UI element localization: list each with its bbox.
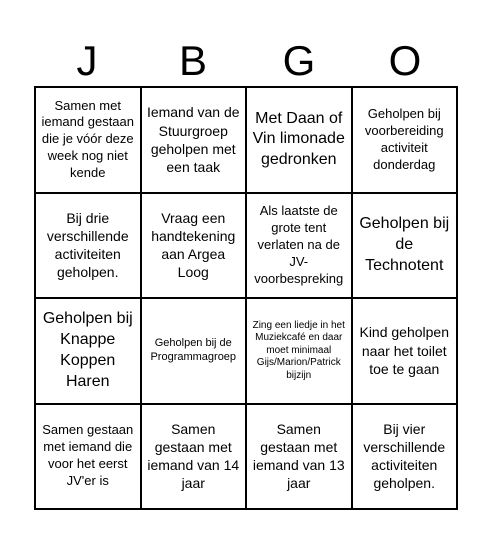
bingo-cell[interactable]: Geholpen bij voorbereiding activiteit donderdag (352, 87, 458, 193)
bingo-cell[interactable]: Zing een liedje in het Muziekcafé en daar moet minimaal Gijs/Marion/Patrick bijzijn (246, 298, 352, 404)
bingo-cell[interactable]: Geholpen bij Knappe Koppen Haren (35, 298, 141, 404)
bingo-cell[interactable]: Bij vier verschillende activiteiten geholpen. (352, 404, 458, 510)
bingo-cell[interactable]: Bij drie verschillende activiteiten geholpen. (35, 193, 141, 299)
bingo-cell[interactable]: Iemand van de Stuurgroep geholpen met een taak (141, 87, 247, 193)
bingo-cell[interactable]: Samen gestaan met iemand van 13 jaar (246, 404, 352, 510)
bingo-cell[interactable]: Geholpen bij de Technotent (352, 193, 458, 299)
bingo-header (34, 36, 458, 86)
bingo-cell[interactable]: Kind geholpen naar het toilet toe te gaan (352, 298, 458, 404)
bingo-cell[interactable]: Vraag een handtekening aan Argea Loog (141, 193, 247, 299)
bingo-cell[interactable]: Met Daan of Vin limonade gedronken (246, 87, 352, 193)
bingo-cell[interactable]: Samen gestaan met iemand van 14 jaar (141, 404, 247, 510)
header-letter-4: O (388, 37, 422, 84)
bingo-cell[interactable]: Geholpen bij de Programmagroep (141, 298, 247, 404)
bingo-cell[interactable]: Als laatste de grote tent verlaten na de JV-voorbespreking (246, 193, 352, 299)
header-letter-2: B (178, 37, 207, 84)
bingo-grid (34, 86, 458, 510)
header-letter-1: J (76, 37, 98, 84)
bingo-cell[interactable]: Samen gestaan met iemand die voor het eerst JV'er is (35, 404, 141, 510)
header-letter-3: G (282, 37, 316, 84)
bingo-cell[interactable]: Samen met iemand gestaan die je vóór deze week nog niet kende (35, 87, 141, 193)
